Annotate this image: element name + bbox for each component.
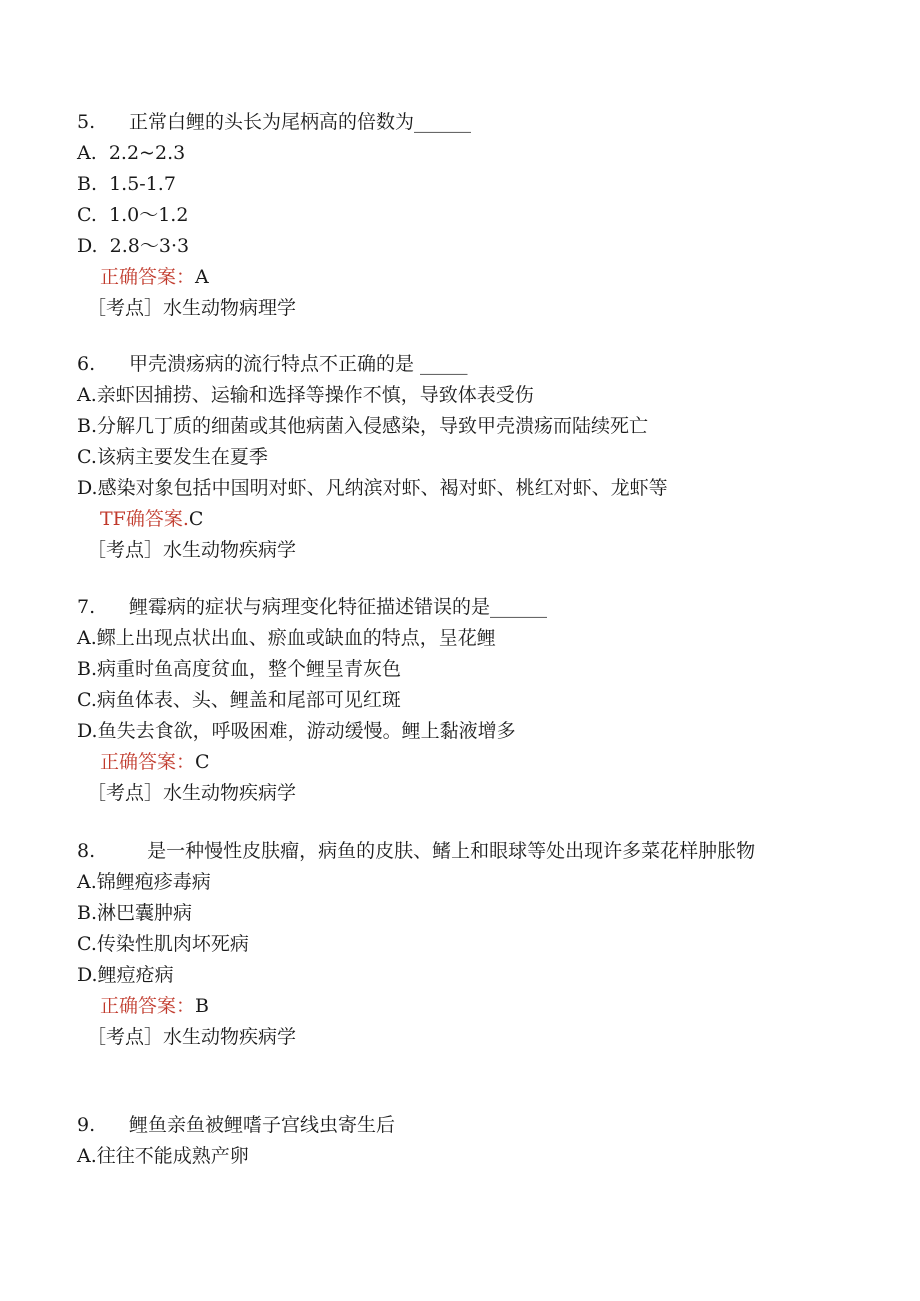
question-stem bbox=[77, 349, 797, 380]
question-6 bbox=[77, 349, 797, 566]
question-number: 6. bbox=[77, 353, 96, 375]
question-stem bbox=[77, 1110, 797, 1141]
answer-value: B bbox=[195, 995, 209, 1017]
exam-point: ［考点］水生动物疾病学 bbox=[87, 1026, 297, 1048]
option-c: C.病鱼体表、头、鲤盖和尾部可见红斑 bbox=[77, 689, 401, 711]
question-stem bbox=[77, 107, 797, 138]
question-5 bbox=[77, 107, 797, 324]
question-number: 5. bbox=[77, 111, 96, 133]
option-b: B. 1.5-1.7 bbox=[77, 173, 176, 195]
option-d: D.鱼失去食欲，呼吸困难，游动缓慢。鲤上黏液增多 bbox=[77, 720, 516, 742]
correct-answer bbox=[100, 747, 797, 778]
question-8 bbox=[77, 836, 797, 1053]
answer-label: 正确答案： bbox=[100, 266, 196, 288]
question-text: 是一种慢性皮肤瘤，病鱼的皮肤、鳍上和眼球等处出现许多菜花样肿胀物 bbox=[129, 840, 756, 862]
question-stem bbox=[77, 836, 797, 867]
option-a: A.锦鲤疱疹毒病 bbox=[77, 871, 211, 893]
answer-value: C bbox=[188, 508, 204, 530]
question-text: 甲壳溃疡病的流行特点不正确的是 _____ bbox=[129, 353, 468, 375]
question-number: 9. bbox=[77, 1114, 96, 1136]
option-c: C.该病主要发生在夏季 bbox=[77, 446, 268, 468]
option-a: A. 2.2~2.3 bbox=[77, 142, 186, 164]
exam-point: ［考点］水生动物病理学 bbox=[87, 297, 297, 319]
option-d: D.感染对象包括中国明对虾、凡纳滨对虾、褐对虾、桃红对虾、龙虾等 bbox=[77, 477, 668, 499]
question-9 bbox=[77, 1110, 797, 1172]
question-stem bbox=[77, 592, 797, 623]
answer-value: C bbox=[195, 751, 210, 773]
correct-answer bbox=[100, 262, 797, 293]
question-number: 7. bbox=[77, 596, 96, 618]
option-b: B.病重时鱼高度贫血，整个鲤呈青灰色 bbox=[77, 658, 402, 680]
correct-answer bbox=[100, 991, 797, 1022]
question-7 bbox=[77, 592, 797, 809]
option-c: C. 1.0～1.2 bbox=[77, 204, 189, 226]
option-d: D. 2.8～3·3 bbox=[77, 235, 190, 257]
answer-label: 正确答案： bbox=[100, 751, 196, 773]
option-d: D.鲤痘疮病 bbox=[77, 964, 174, 986]
option-b: B.分解几丁质的细菌或其他病菌入侵感染，导致甲壳溃疡而陆续死亡 bbox=[77, 415, 649, 437]
answer-label: TF确答案. bbox=[100, 508, 189, 530]
option-a: A.亲虾因捕捞、运输和选择等操作不慎，导致体表受伤 bbox=[77, 384, 534, 406]
exam-point: ［考点］水生动物疾病学 bbox=[87, 539, 297, 561]
option-c: C.传染性肌肉坏死病 bbox=[77, 933, 249, 955]
answer-label: 正确答案： bbox=[100, 995, 196, 1017]
question-text: 鲤霉病的症状与病理变化特征描述错误的是______ bbox=[129, 596, 548, 618]
question-text: 正常白鲤的头长为尾柄高的倍数为______ bbox=[129, 111, 472, 133]
option-b: B.淋巴囊肿病 bbox=[77, 902, 193, 924]
question-text: 鲤鱼亲鱼被鲤嗜子宫线虫寄生后 bbox=[129, 1114, 396, 1136]
exam-point: ［考点］水生动物疾病学 bbox=[87, 782, 297, 804]
question-number: 8. bbox=[77, 840, 96, 862]
correct-answer bbox=[100, 504, 797, 535]
answer-value: A bbox=[195, 266, 209, 288]
option-a: A.往往不能成熟产卵 bbox=[77, 1145, 249, 1167]
option-a: A.鳏上出现点状出血、瘀血或缺血的特点，呈花鲤 bbox=[77, 627, 496, 649]
